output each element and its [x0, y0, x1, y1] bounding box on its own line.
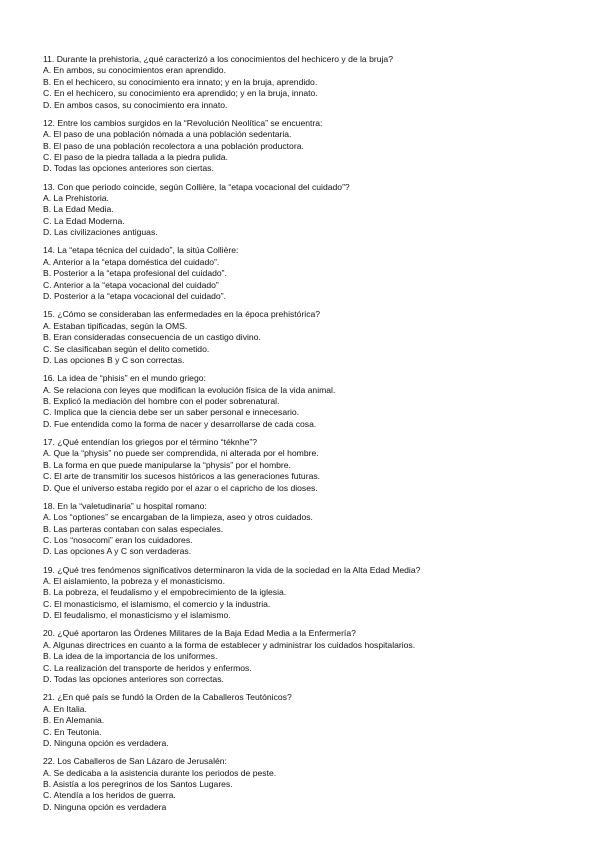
- question-13: [43, 182, 583, 239]
- option-a: A. Estaban tipificadas, según la OMS.: [43, 320, 188, 331]
- question-21: [43, 692, 583, 749]
- option-b: B. Asistía a los peregrinos de los Santos Lugares.: [43, 778, 233, 789]
- option-b: B. La Edad Media.: [43, 204, 114, 215]
- question-text: 12. Entre los cambios surgidos en la “Revolución Neolítica” se encuentra:: [43, 117, 323, 128]
- option-b: B. El paso de una población recolectora a una población productora.: [43, 140, 304, 151]
- option-b: B. En el hechicero, su conocimiento era innato; y en la bruja, aprendido.: [43, 76, 318, 87]
- option-d: D. Las opciones B y C son correctas.: [43, 354, 185, 365]
- question-19: [43, 565, 583, 622]
- question-text: 13. Con que periodo coincide, según Collière, la “etapa vocacional del cuidado”?: [43, 181, 350, 192]
- question-text: 21. ¿En qué país se fundó la Orden de la Caballeros Teutónicos?: [43, 692, 292, 703]
- option-b: B. Explicó la mediación del hombre con el poder sobrenatural.: [43, 395, 280, 406]
- option-a: A. Se relaciona con leyes que modifican la evolución física de la vida animal.: [43, 384, 336, 395]
- option-a: A. El paso de una población nómada a una población sedentaria.: [43, 129, 292, 140]
- option-a: A. La Prehistoria.: [43, 193, 109, 204]
- option-c: C. El paso de la piedra tallada a la piedra pulida.: [43, 152, 228, 163]
- question-text: 14. La “etapa técnica del cuidado”, la sitúa Collière:: [43, 245, 239, 256]
- option-c: C. La Edad Moderna.: [43, 215, 125, 226]
- option-c: C. La realización del transporte de heridos y enfermos.: [43, 662, 252, 673]
- question-text: 18. En la “valetudinaria” u hospital romano:: [43, 500, 207, 511]
- question-text: 15. ¿Cómo se consideraban las enfermedades en la época prehistórica?: [43, 309, 321, 320]
- option-d: D. Las civilizaciones antiguas.: [43, 227, 158, 238]
- question-11: [43, 54, 583, 111]
- option-d: D. Ninguna opción es verdadera.: [43, 737, 169, 748]
- option-b: B. Eran consideradas consecuencia de un castigo divino.: [43, 332, 261, 343]
- option-a: A. En Italia.: [43, 703, 87, 714]
- question-20: [43, 628, 583, 685]
- option-c: C. El arte de transmitir los sucesos históricos a las generaciones futuras.: [43, 471, 321, 482]
- question-text: 20. ¿Qué aportaron las Órdenes Militares de la Baja Edad Media a la Enfermería?: [43, 628, 356, 639]
- question-12: [43, 118, 583, 175]
- option-b: B. Las parteras contaban con salas especiales.: [43, 523, 224, 534]
- option-d: D. Todas las opciones anteriores son correctas.: [43, 674, 224, 685]
- option-c: C. Anterior a la “etapa vocacional del cuidado”: [43, 279, 219, 290]
- option-c: C. Implica que la ciencia debe ser un saber personal e innecesario.: [43, 407, 300, 418]
- option-a: A. En ambos, su conocimientos eran aprendido.: [43, 65, 226, 76]
- question-list: [43, 54, 583, 820]
- option-d: D. Ninguna opción es verdadera: [43, 801, 167, 812]
- question-22: [43, 756, 583, 813]
- option-a: A. Los “optiones” se encargaban de la limpieza, aseo y otros cuidados.: [43, 512, 313, 523]
- option-d: D. El feudalismo, el monasticismo y el islamismo.: [43, 610, 231, 621]
- question-14: [43, 245, 583, 302]
- option-d: D. Fue entendida como la forma de nacer y desarrollarse de cada cosa.: [43, 418, 317, 429]
- option-a: A. El aislamiento, la pobreza y el monasticismo.: [43, 576, 225, 587]
- option-c: C. Los “nosocomi” eran los cuidadores.: [43, 535, 193, 546]
- option-b: B. Posterior a la “etapa profesional del cuidado”.: [43, 268, 227, 279]
- option-d: D. Que el universo estaba regido por el azar o el capricho de los dioses.: [43, 482, 318, 493]
- question-text: 16. La idea de “phisis” en el mundo griego:: [43, 373, 206, 384]
- question-text: 17. ¿Qué entendían los griegos por el término “téknhe”?: [43, 436, 258, 447]
- option-b: B. En Alemania.: [43, 715, 105, 726]
- option-a: A. Algunas directrices en cuanto a la forma de establecer y administrar los cuidados hospitalarios.: [43, 639, 416, 650]
- question-text: 19. ¿Qué tres fenómenos significativos determinaron la vida de la sociedad en la Alta Edad Media?: [43, 564, 421, 575]
- option-d: D. Posterior a la “etapa vocacional del cuidado”.: [43, 291, 226, 302]
- option-a: A. Anterior a la “etapa doméstica del cuidado”.: [43, 256, 220, 267]
- option-b: B. La forma en que puede manipularse la “physis” por el hombre.: [43, 459, 291, 470]
- option-c: C. En el hechicero, su conocimiento era aprendido; y en la bruja, innato.: [43, 88, 318, 99]
- question-18: [43, 501, 583, 558]
- option-c: C. Se clasificaban según el delito cometido.: [43, 343, 210, 354]
- option-c: C. En Teutonia.: [43, 726, 102, 737]
- question-text: 11. Durante la prehistoria, ¿qué caracterizó a los conocimientos del hechicero y de la bruja?: [43, 54, 393, 64]
- option-b: B. La pobreza, el feudalismo y el empobrecimiento de la iglesia.: [43, 587, 287, 598]
- option-b: B. La idea de la importancia de los uniformes.: [43, 651, 218, 662]
- option-c: C. El monasticismo, el islamismo, el comercio y la industria.: [43, 598, 271, 609]
- option-d: D. Todas las opciones anteriores son ciertas.: [43, 163, 214, 174]
- question-text: 22. Los Caballeros de San Lázaro de Jerusalén:: [43, 756, 227, 767]
- option-a: A. Se dedicaba a la asistencia durante los periodos de peste.: [43, 767, 277, 778]
- option-d: D. Las opciones A y C son verdaderas.: [43, 546, 192, 557]
- option-d: D. En ambos casos, su conocimiento era innato.: [43, 99, 228, 110]
- question-15: [43, 309, 583, 366]
- question-17: [43, 437, 583, 494]
- option-a: A. Que la “physis” no puede ser comprendida, ni alterada por el hombre.: [43, 448, 319, 459]
- option-c: C. Atendía a los heridos de guerra.: [43, 790, 176, 801]
- question-16: [43, 373, 583, 430]
